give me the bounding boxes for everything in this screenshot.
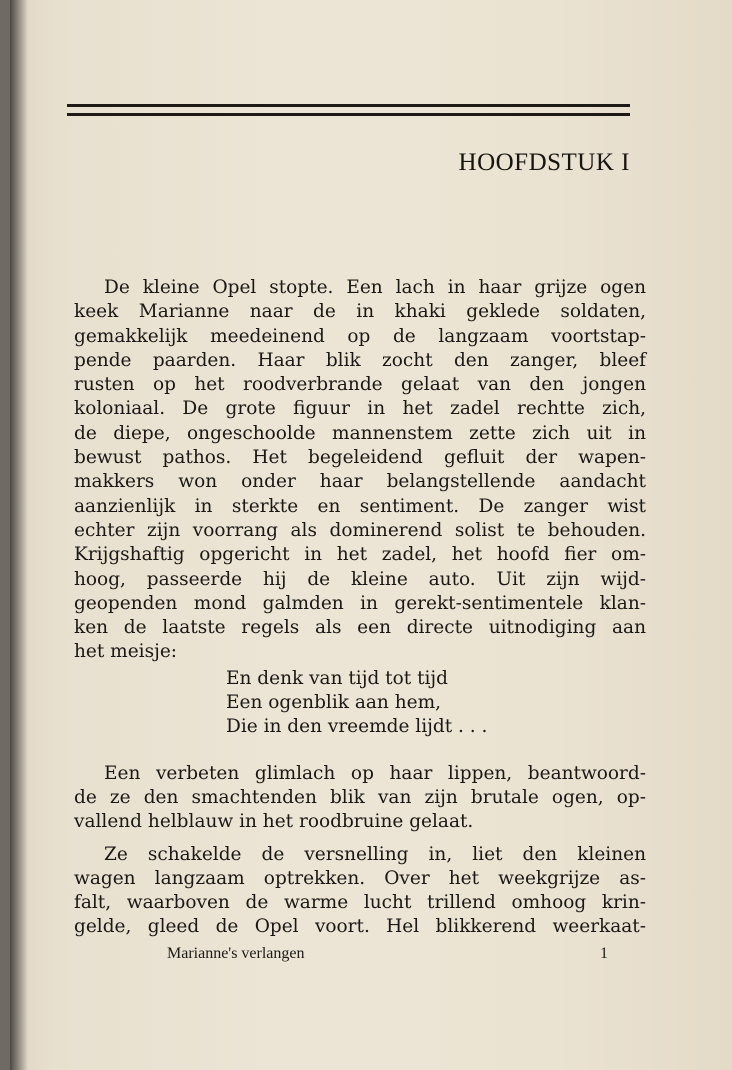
text-line: aanzienlijk in sterkte en sentiment. De zanger wist [74,495,646,517]
text-line: hoog, passeerde hij de kleine auto. Uit zijn wijd- [74,568,646,590]
text-line: gelde, gleed de Opel voort. Hel blikkerend weerkaat- [74,916,646,938]
text-line: de ze den smachtenden blik van zijn brutale ogen, op- [74,786,646,808]
spine-shadow [10,0,28,1070]
text-line: ken de laatste regels als een directe uitnodiging aan [74,617,646,639]
text-line: falt, waarboven de warme lucht trillend omhoog krin- [74,892,646,914]
text-line: vallend helblauw in het roodbruine gelaat. [74,811,474,833]
header-rule-bottom [67,113,630,116]
text-line: pende paarden. Haar blik zocht den zanger, bleef [74,349,646,371]
verse-line: Die in den vreemde lijdt . . . [226,716,488,738]
header-rule-top [67,104,630,107]
text-line: geopenden mond galmden in gerekt-sentimentele klan- [74,592,646,614]
text-line: wagen langzaam optrekken. Over het weekgrijze as- [74,867,646,889]
text-line: makkers won onder haar belangstellende aandacht [74,471,646,493]
page-number: 1 [600,945,608,962]
text-line: het meisje: [74,641,177,663]
book-page [10,0,732,1070]
text-line: rusten op het roodverbrande gelaat van den jongen [74,374,646,396]
paragraph-3 [74,843,646,940]
chapter-heading: HOOFDSTUK I [458,149,630,176]
text-line: echter zijn voorrang als dominerend solist te behouden. [74,519,646,541]
text-line: Krijgshaftig opgericht in het zadel, het hoofd fier om- [74,544,646,566]
running-footer-title: Marianne's verlangen [167,945,305,962]
verse [226,667,646,740]
text-line: gemakkelijk meedeinend op de langzaam voortstap- [74,325,646,347]
text-line: Ze schakelde de versnelling in, liet den kleinen [104,843,646,865]
verse-line: En denk van tijd tot tijd [226,667,448,689]
body-text [74,276,646,940]
text-line: keek Marianne naar de in khaki geklede soldaten, [74,301,646,323]
verse-line: Een ogenblik aan hem, [226,692,441,714]
text-line: koloniaal. De grote figuur in het zadel rechtte zich, [74,398,646,420]
paragraph-2 [74,762,646,835]
text-line: de diepe, ongeschoolde mannenstem zette zich uit in [74,422,646,444]
text-line: De kleine Opel stopte. Een lach in haar grijze ogen [104,277,646,298]
paragraph-1 [74,276,646,665]
text-line: bewust pathos. Het begeleidend gefluit der wapen- [74,447,646,469]
text-line: Een verbeten glimlach op haar lippen, beantwoord- [104,762,646,784]
